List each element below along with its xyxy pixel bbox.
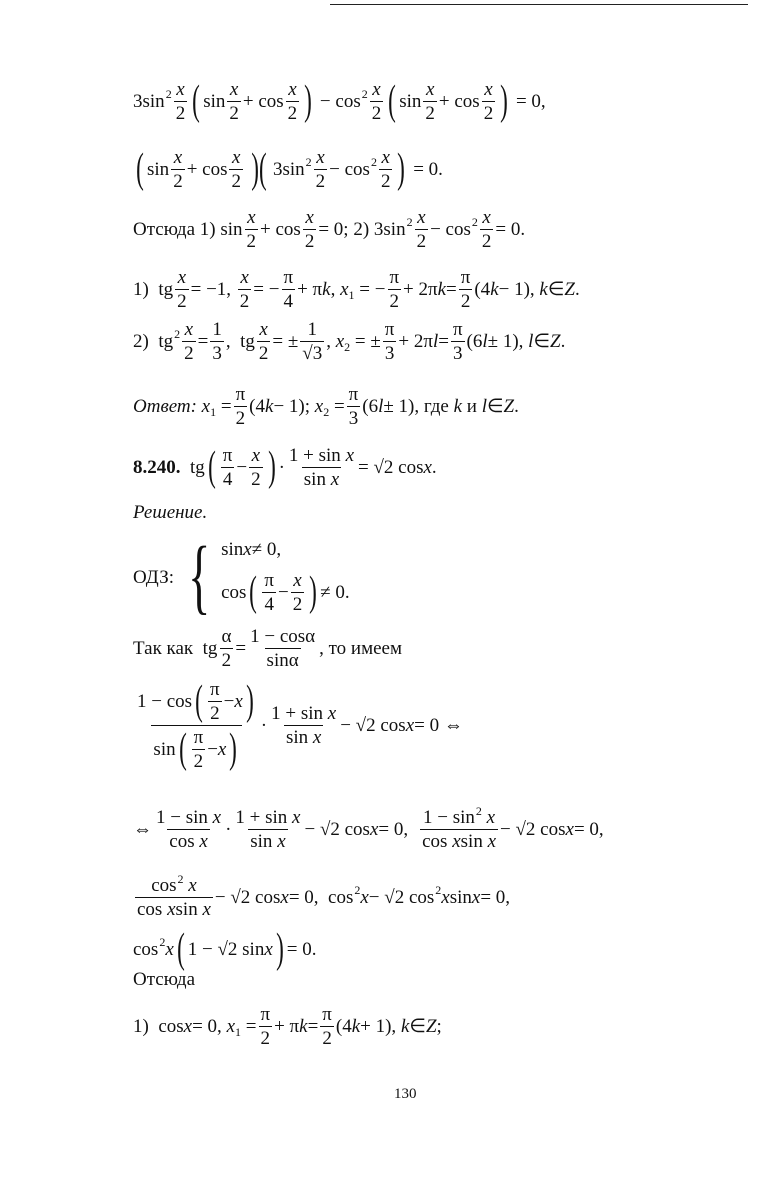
big-fraction-equation: 1 − cos ( π 2 − x ) sin ( π 2 − x ) · 1 + sin x sin x − √2 cos x = 0 ⇔ — [137, 677, 463, 772]
odz-label: ОДЗ: — [133, 566, 175, 588]
answer-line: Ответ: x 1 = π 2 (4 k − 1); x 2 = π 3 (6 l ± 1) , где k и l ∈ Z . — [133, 384, 519, 429]
case-2-line: 2) tg 2 x 2 = 1 3 , tg x 2 = ± 1 √3 , x 2 = ± π 3 + 2π l = π 3 (6 l ± 1), l ∈ Z . — [133, 319, 566, 364]
tak-kak-label: Так как — [133, 638, 194, 659]
solution-heading: Решение. — [133, 502, 208, 523]
equation-line-2: ( sin x 2 + cos x 2 )( 3sin 2 x 2 − cos 2 x 2 ) = 0. — [136, 145, 443, 192]
case-1-line: 1) tg x 2 = −1, x 2 = − π 4 + π k , x 1 = − π 2 + 2π k = π 2 (4 k − 1), k ∈ Z . — [133, 267, 580, 312]
problem-number: 8.240. — [133, 457, 181, 478]
solution-case-1: 1) cos x = 0, x 1 = π 2 + π k = π 2 (4 k + 1), k ∈ Z ; — [133, 1004, 442, 1049]
otsyuda-line-1: Отсюда 1) sin x 2 + cos x 2 = 0; 2) 3sin 2 x 2 − cos 2 x 2 = 0. — [133, 207, 526, 252]
to-imeem-label: , то имеем — [319, 638, 403, 659]
i-label: и — [466, 396, 477, 417]
factored-equation: cos 2 x ( 1 − √2 sin x ) = 0. — [133, 926, 317, 972]
header-rule — [330, 4, 748, 5]
equivalent-step-2: $\cos^2 x$ cos xsin x − √2 cos x = 0, cos 2 x − √2 cos 2 x sin x = 0, — [137, 872, 511, 920]
gde-label: , где — [414, 396, 449, 417]
equation-line-1: 3sin 2 x 2 ( sin x 2 + cos x 2 ) − cos 2 x 2 ( sin x 2 + cos x 2 ) = 0, — [133, 77, 546, 124]
problem-statement: 8.240. tg ( π 4 − x 2 ) · 1 + sin x sin x = √2 cos x . — [133, 443, 437, 490]
otsyuda-line-2: Отсюда — [133, 969, 196, 990]
answer-label: Ответ: — [133, 396, 197, 417]
odz-system: ОДЗ: { sin x ≠ 0, cos ( π 4 − x 2 ) ≠ 0. — [133, 530, 350, 624]
otsyuda-label: Отсюда — [133, 219, 196, 240]
half-angle-formula: Так как tg α 2 = 1 − cosα sinα , то имеем — [133, 626, 403, 671]
page-number: 130 — [394, 1086, 417, 1102]
equivalent-step-1: ⇔ 1 − sin x cos x · 1 + sin x sin x − √2 cos x = 0, $1 - \sin^2 x$ cos xsin x − √2 cos x = 0, — [133, 804, 604, 852]
